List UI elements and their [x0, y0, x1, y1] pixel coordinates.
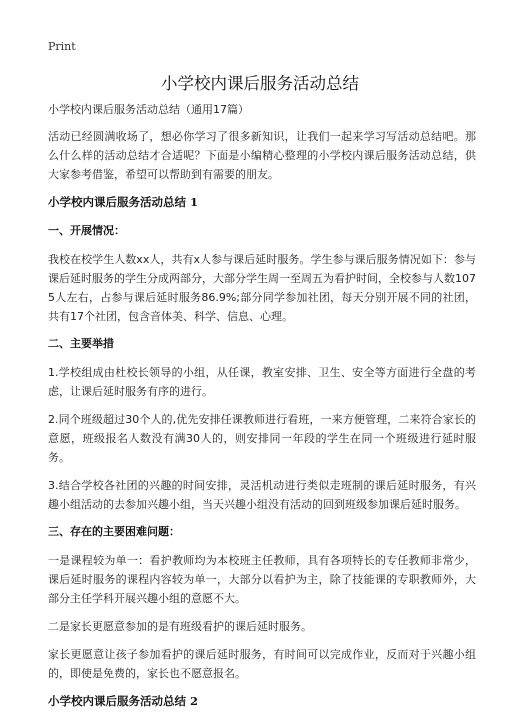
measure-item-1: 1.学校组成由杜校长领导的小组，从任课，教室安排、卫生、安全等方面进行全盘的考虑，让课后延时服务有序的进行。	[48, 366, 476, 398]
problem-item-1: 一是课程较为单一：看护教师均为本校班主任教师，具有各项特长的专任教师非常少，课后延时服务的课程内容较为单一，大部分以看护为主，除了技能课的专职教师外，大部分主任学科开展兴趣小组的意愿不大。	[48, 554, 476, 605]
measure-item-3: 3.结合学校各社团的兴趣的时间安排，灵活机动进行类似走班制的课后延时服务，有兴趣小组活动的去参加兴趣小组，当天兴趣小组没有活动的回到班级参加课后延时服务。	[48, 479, 476, 511]
section-heading-1: 小学校内课后服务活动总结 1	[48, 195, 199, 209]
problem-item-2: 二是家长更愿意参加的是有班级看护的课后延时服务。	[48, 620, 312, 633]
subheading-problems: 三、存在的主要困难问题：	[48, 525, 180, 538]
measure-item-2: 2.同个班级超过30个人的,优先安排任课教师进行看班，一来方便管理，二来符合家长的意愿，班级报名人数没有满30人的，则安排同一年段的学生在同一个班级进行延时服务。	[48, 413, 476, 464]
section-heading-2: 小学校内课后服务活动总结 2	[48, 694, 199, 708]
intro-paragraph: 活动已经圆满收场了，想必你学习了很多新知识，让我们一起来学习写活动总结吧。那么什么样的活动总结才合适呢？下面是小编精心整理的小学校内课后服务活动总结，供大家参考借鉴，希望可以帮助到有需要的朋友。	[48, 130, 476, 181]
subheading-measures: 二、主要举措	[48, 337, 114, 350]
article-body	[48, 101, 476, 718]
situation-paragraph: 我校在校学生人数xx人，共有x人参与课后延时服务。学生参与课后服务情况如下：参与课后延时服务的学生分成两部分，大部分学生周一至周五为看护时间，全校参与人数1075人左右，占参与课后延时服务86.9%;部分同学参加社团，每天分别开展不同的社团，共有17个社团，包含音体美、科学、信息、心理。	[48, 253, 476, 323]
subheading-situation: 一、开展情况：	[48, 224, 125, 237]
problem-item-3: 家长更愿意让孩子参加看护的课后延时服务，有时间可以完成作业，反而对于兴趣小组的，即使是免费的，家长也不愿意报名。	[48, 648, 476, 680]
article-subtitle: 小学校内课后服务活动总结（通用17篇）	[48, 103, 249, 116]
print-link[interactable]: Print	[48, 40, 76, 53]
page-title: 小学校内课后服务活动总结	[161, 74, 359, 93]
